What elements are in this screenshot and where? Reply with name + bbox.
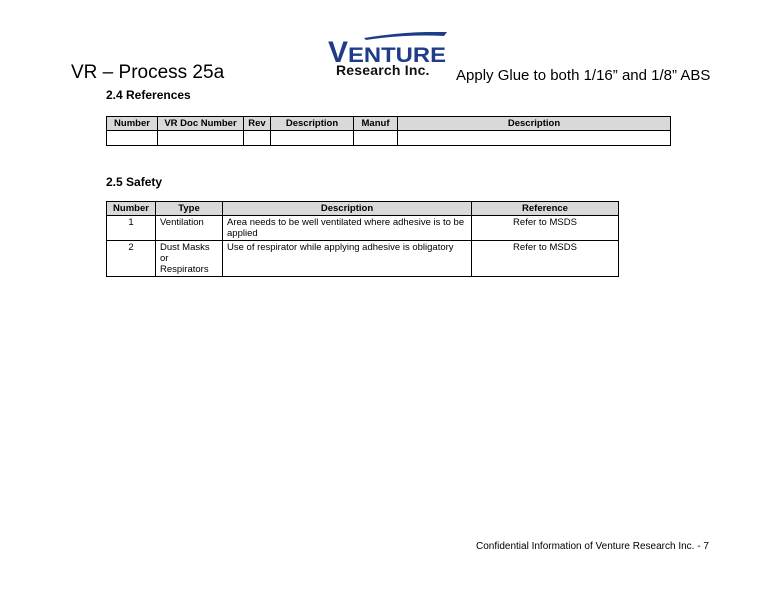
references-table [106,116,671,146]
column-header: Description [271,117,354,131]
column-header: Number [107,202,156,216]
column-header: Manuf [354,117,398,131]
document-title: VR – Process 25a [71,62,225,83]
column-header: VR Doc Number [158,117,244,131]
column-header: Reference [472,202,619,216]
table-cell: Ventilation [156,216,223,241]
table-cell [244,131,271,146]
table-cell [398,131,671,146]
table-cell: 1 [107,216,156,241]
logo-wordmark [326,32,450,66]
logo-main-text: ENTURE [348,44,446,66]
table-header-row [107,117,671,131]
document-subtitle: Apply Glue to both 1/16” and 1/8” ABS [456,67,711,84]
table-row [107,241,619,277]
safety-heading: 2.5 Safety [106,175,163,189]
column-header: Type [156,202,223,216]
safety-table [106,201,619,277]
table-row [107,131,671,146]
logo-subtext: Research Inc. [336,62,430,78]
references-heading: 2.4 References [106,88,191,102]
page-footer: Confidential Information of Venture Research Inc. - 7 [476,541,709,552]
company-logo [326,32,450,82]
table-cell: 2 [107,241,156,277]
column-header: Description [223,202,472,216]
table-row [107,216,619,241]
table-cell: Area needs to be well ventilated where adhesive is to be applied [223,216,472,241]
table-cell: Refer to MSDS [472,241,619,277]
table-cell [158,131,244,146]
table-cell [354,131,398,146]
column-header: Number [107,117,158,131]
table-cell [271,131,354,146]
column-header: Description [398,117,671,131]
table-header-row [107,202,619,216]
table-cell: Refer to MSDS [472,216,619,241]
column-header: Rev [244,117,271,131]
svg-text:V: V [328,36,349,66]
table-cell [107,131,158,146]
table-cell: Dust Masks or Respirators [156,241,223,277]
table-cell: Use of respirator while applying adhesive is obligatory [223,241,472,277]
